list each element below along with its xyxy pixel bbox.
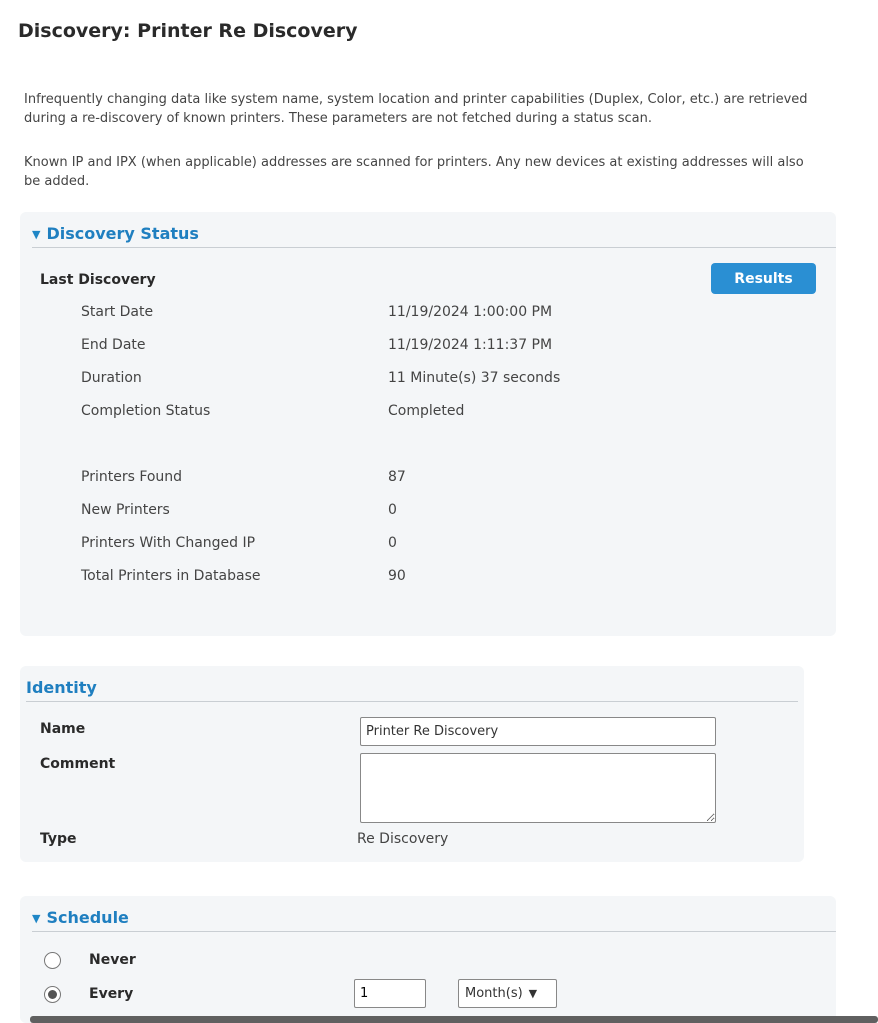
discovery-status-title[interactable]: Discovery Status (46, 224, 199, 243)
every-label[interactable]: Every (89, 986, 134, 1002)
every-radio[interactable] (44, 986, 61, 1003)
duration-label: Duration (81, 370, 142, 386)
comment-label: Comment (40, 756, 116, 772)
total-printers-value: 90 (388, 568, 406, 584)
completion-status-value: Completed (388, 403, 465, 419)
end-date-label: End Date (81, 337, 146, 353)
changed-ip-value: 0 (388, 535, 397, 551)
new-printers-label: New Printers (81, 502, 170, 518)
intro-text-1: Infrequently changing data like system name, system location and printer capabilities (Duplex, Color, etc.) are retrieved during a re-discovery of known printers. These parameters are not fetched during a status scan. (24, 92, 808, 126)
page-title: Discovery: Printer Re Discovery (18, 20, 358, 42)
printers-found-value: 87 (388, 469, 406, 485)
horizontal-scrollbar[interactable] (30, 1016, 878, 1023)
identity-title: Identity (26, 678, 97, 697)
intro-text-2: Known IP and IPX (when applicable) addresses are scanned for printers. Any new devices at existing addresses will also be added. (24, 155, 804, 189)
start-date-label: Start Date (81, 304, 154, 320)
interval-unit-select[interactable] (458, 979, 557, 1008)
chevron-down-icon: ▼ (528, 987, 538, 1000)
never-radio[interactable] (44, 952, 61, 969)
type-value: Re Discovery (357, 831, 449, 847)
identity-header (26, 674, 798, 702)
new-printers-value: 0 (388, 502, 397, 518)
completion-status-label: Completion Status (81, 403, 211, 419)
schedule-title[interactable]: Schedule (46, 908, 129, 927)
changed-ip-label: Printers With Changed IP (81, 535, 256, 551)
duration-value: 11 Minute(s) 37 seconds (388, 370, 561, 386)
interval-unit-value: Month(s) (465, 986, 523, 1001)
triangle-down-icon[interactable]: ▼ (32, 911, 41, 925)
type-label: Type (40, 831, 77, 847)
total-printers-label: Total Printers in Database (81, 568, 261, 584)
start-date-value: 11/19/2024 1:00:00 PM (388, 304, 553, 320)
never-label[interactable]: Never (89, 952, 136, 968)
triangle-down-icon[interactable]: ▼ (32, 227, 41, 241)
results-button[interactable]: Results (711, 263, 816, 294)
last-discovery-label: Last Discovery (40, 272, 156, 288)
schedule-header[interactable] (32, 904, 836, 932)
end-date-value: 11/19/2024 1:11:37 PM (388, 337, 553, 353)
discovery-status-header[interactable] (32, 220, 836, 248)
identity-panel (20, 666, 804, 862)
discovery-status-panel (20, 212, 836, 636)
schedule-panel (20, 896, 836, 1023)
name-input[interactable] (360, 717, 716, 746)
name-label: Name (40, 721, 86, 737)
every-interval-input[interactable] (354, 979, 426, 1008)
comment-textarea[interactable] (360, 753, 716, 823)
printers-found-label: Printers Found (81, 469, 183, 485)
